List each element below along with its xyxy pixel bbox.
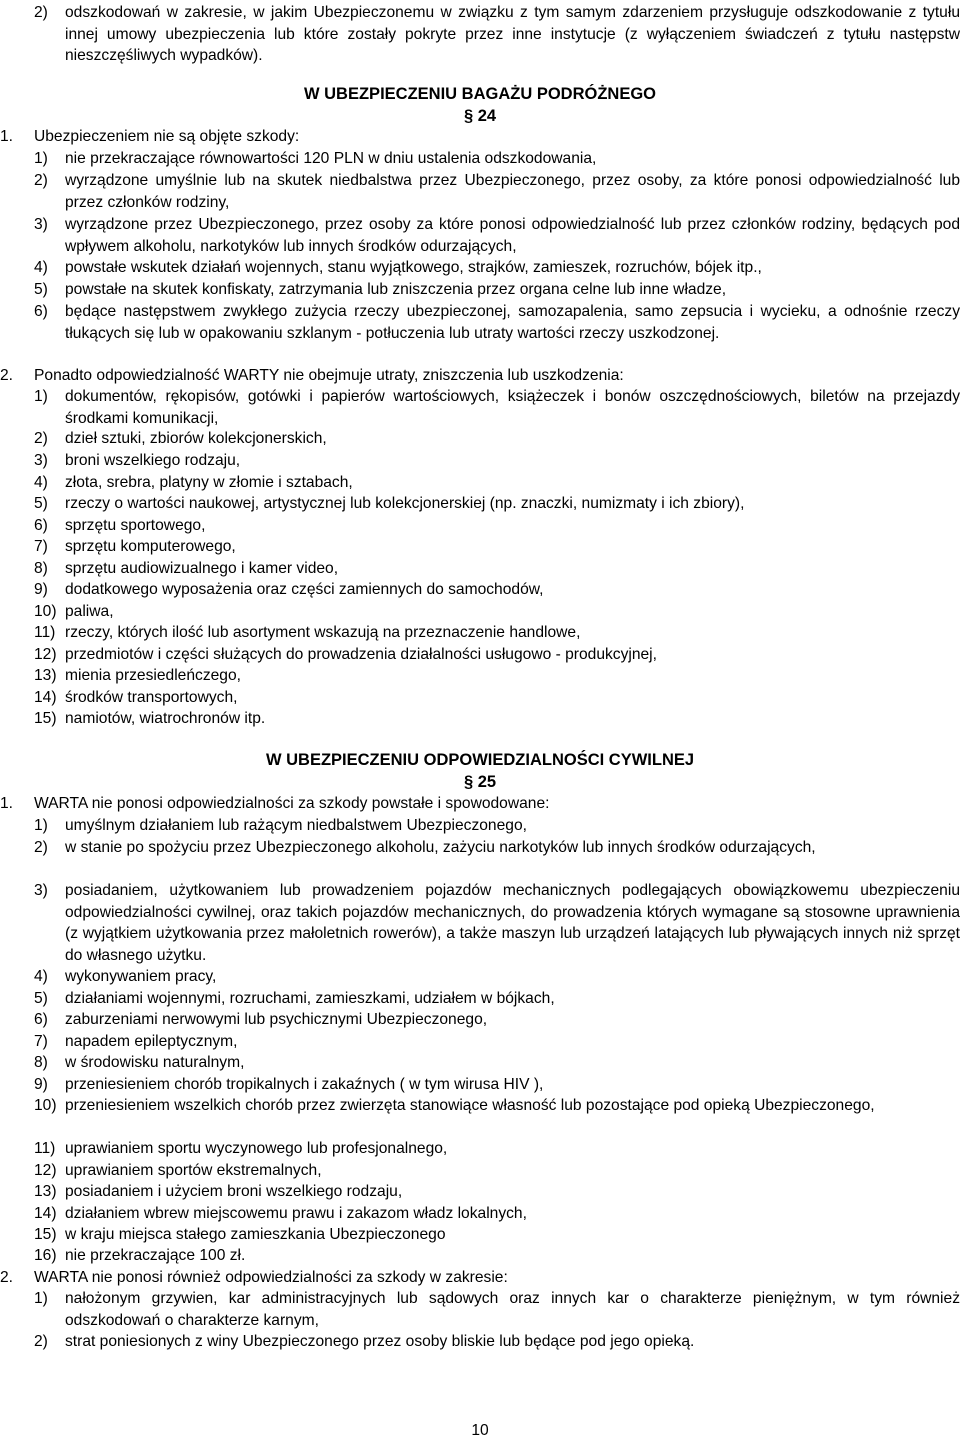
item-text: sprzętu audiowizualnego i kamer video, bbox=[65, 560, 339, 577]
paragraph-index: 1. bbox=[0, 795, 14, 812]
list-item bbox=[34, 386, 960, 429]
numbered-paragraph bbox=[0, 126, 960, 148]
item-number: 8) bbox=[34, 560, 48, 577]
item-number: 4) bbox=[34, 968, 48, 985]
item-number: 1) bbox=[34, 817, 48, 834]
item-number: 1) bbox=[34, 388, 48, 405]
item-number: 16) bbox=[34, 1247, 57, 1264]
list-item bbox=[34, 622, 960, 644]
item-number: 13) bbox=[34, 1183, 57, 1200]
list-item bbox=[34, 1160, 960, 1182]
list-item bbox=[34, 536, 960, 558]
list-item bbox=[34, 472, 960, 494]
paragraph-number: § 24 bbox=[463, 107, 497, 125]
paragraph-intro: WARTA nie ponosi odpowiedzialności za szkody powstałe i spowodowane: bbox=[34, 795, 550, 812]
item-text: powstałe na skutek konfiskaty, zatrzymania lub zniszczenia przez organa celne lub inne władze, bbox=[65, 281, 727, 298]
list-item bbox=[34, 214, 960, 257]
item-text: broni wszelkiego rodzaju, bbox=[65, 452, 241, 469]
item-text: w kraju miejsca stałego zamieszkania Ubezpieczonego bbox=[65, 1226, 446, 1243]
item-text: wykonywaniem pracy, bbox=[65, 968, 217, 985]
item-number: 9) bbox=[34, 581, 48, 598]
item-text: sprzętu komputerowego, bbox=[65, 538, 236, 555]
page-number: 10 bbox=[471, 1422, 489, 1439]
item-number: 3) bbox=[34, 216, 48, 233]
item-text: napadem epileptycznym, bbox=[65, 1033, 238, 1050]
paragraph-intro: WARTA nie ponosi również odpowiedzialności za szkody w zakresie: bbox=[34, 1269, 508, 1286]
list-item bbox=[34, 558, 960, 580]
item-text: będące następstwem zwykłego zużycia rzeczy ubezpieczonej, samozapalenia, samo zepsucia i wycieku, a odnośnie rzeczy tłukących się lub w opakowaniu szklanym - potłuczenia lub utraty wartości rzeczy uszkodzonej. bbox=[65, 303, 960, 342]
paragraph-index: 2. bbox=[0, 1269, 14, 1286]
item-text: strat poniesionych z winy Ubezpieczonego przez osoby bliskie lub będące pod jego opieką. bbox=[65, 1333, 695, 1350]
list-item bbox=[34, 1224, 960, 1246]
item-number: 2) bbox=[34, 172, 48, 189]
item-number: 5) bbox=[34, 990, 48, 1007]
numbered-paragraph bbox=[0, 793, 960, 815]
list-item bbox=[34, 880, 960, 966]
item-text: nałożonym grzywien, kar administracyjnych lub sądowych oraz innych kar o charakterze pieniężnym, w tym również odszkodowań o charakterze karnym, bbox=[65, 1290, 960, 1329]
item-number: 15) bbox=[34, 710, 57, 727]
list-item bbox=[34, 687, 960, 709]
item-number: 4) bbox=[34, 259, 48, 276]
item-number: 1) bbox=[34, 150, 48, 167]
numbered-paragraph bbox=[0, 365, 960, 387]
list-item bbox=[34, 1288, 960, 1331]
item-text: zaburzeniami nerwowymi lub psychicznymi Ubezpieczonego, bbox=[65, 1011, 488, 1028]
item-text: wyrządzone umyślnie lub na skutek niedbalstwa przez Ubezpieczonego, przez osoby, za które ponosi odpowiedzialność lub przez członków rodziny, bbox=[65, 172, 960, 211]
item-text: dodatkowego wyposażenia oraz części zamiennych do samochodów, bbox=[65, 581, 544, 598]
list-item bbox=[34, 493, 960, 515]
item-number: 10) bbox=[34, 1097, 57, 1114]
list-item bbox=[34, 515, 960, 537]
list-item bbox=[34, 815, 960, 837]
list-item bbox=[34, 148, 960, 170]
item-number: 11) bbox=[34, 624, 56, 641]
paragraph-number: § 25 bbox=[463, 773, 497, 791]
item-number: 7) bbox=[34, 538, 48, 555]
list-item bbox=[34, 1009, 960, 1031]
item-number: 2) bbox=[34, 839, 48, 856]
list-item bbox=[34, 1181, 960, 1203]
item-number: 8) bbox=[34, 1054, 48, 1071]
list-item bbox=[34, 966, 960, 988]
item-number: 3) bbox=[34, 452, 48, 469]
item-text: złota, srebra, platyny w złomie i sztabach, bbox=[65, 474, 353, 491]
item-text: posiadaniem i użyciem broni wszelkiego rodzaju, bbox=[65, 1183, 403, 1200]
list-item bbox=[34, 2, 960, 67]
list-item bbox=[34, 450, 960, 472]
list-item bbox=[34, 1331, 960, 1353]
section-heading: W UBEZPIECZENIU ODPOWIEDZIALNOŚCI CYWILNEJ bbox=[265, 751, 695, 769]
item-text: działaniem wbrew miejscowemu prawu i zakazom władz lokalnych, bbox=[65, 1205, 527, 1222]
item-text: dzieł sztuki, zbiorów kolekcjonerskich, bbox=[65, 430, 327, 447]
item-text: uprawianiem sportu wyczynowego lub profesjonalnego, bbox=[65, 1140, 448, 1157]
paragraph-intro: Ubezpieczeniem nie są objęte szkody: bbox=[34, 128, 300, 145]
item-text: przedmiotów i części służących do prowadzenia działalności usługowo - produkcyjnej, bbox=[65, 646, 657, 663]
item-number: 3) bbox=[34, 882, 48, 899]
item-number: 11) bbox=[34, 1140, 56, 1157]
item-text: rzeczy, których ilość lub asortyment wskazują na przeznaczenie handlowe, bbox=[65, 624, 581, 641]
item-number: 12) bbox=[34, 1162, 57, 1179]
item-number: 2) bbox=[34, 1333, 48, 1350]
list-item bbox=[34, 665, 960, 687]
list-item bbox=[34, 257, 960, 279]
list-item bbox=[34, 579, 960, 601]
section-heading: W UBEZPIECZENIU BAGAŻU PODRÓŻNEGO bbox=[303, 85, 656, 103]
item-number: 6) bbox=[34, 303, 48, 320]
list-item bbox=[34, 279, 960, 301]
item-number: 2) bbox=[34, 430, 48, 447]
item-text: odszkodowań w zakresie, w jakim Ubezpieczonemu w związku z tym samym zdarzeniem przysługuje odszkodowanie z tytułu innej umowy ubezpieczenia lub które zostały pokryte przez inne instytucje (z wyłączeniem świadczeń z tytułu następstw nieszczęśliwych wypadków). bbox=[65, 4, 960, 65]
paragraph-intro: Ponadto odpowiedzialność WARTY nie obejmuje utraty, zniszczenia lub uszkodzenia: bbox=[34, 367, 624, 384]
list-item bbox=[34, 988, 960, 1010]
item-number: 6) bbox=[34, 1011, 48, 1028]
item-text: przeniesieniem chorób tropikalnych i zakaźnych ( w tym wirusa HIV ), bbox=[65, 1076, 544, 1093]
item-number: 12) bbox=[34, 646, 57, 663]
list-item bbox=[34, 301, 960, 344]
item-number: 14) bbox=[34, 1205, 57, 1222]
item-text: umyślnym działaniem lub rażącym niedbalstwem Ubezpieczonego, bbox=[65, 817, 527, 834]
item-text: mienia przesiedleńczego, bbox=[65, 667, 241, 684]
item-text: przeniesieniem wszelkich chorób przez zwierzęta stanowiące własność lub pozostające pod opieką Ubezpieczonego, bbox=[65, 1097, 875, 1114]
numbered-paragraph bbox=[0, 1267, 960, 1289]
item-text: dokumentów, rękopisów, gotówki i papierów wartościowych, książeczek i bonów oszczędnościowych, biletów na przejazdy środkami komunikacji, bbox=[65, 388, 960, 427]
item-text: powstałe wskutek działań wojennych, stanu wyjątkowego, strajków, zamieszek, rozruchów, bójek itp., bbox=[65, 259, 762, 276]
list-item bbox=[34, 644, 960, 666]
item-number: 13) bbox=[34, 667, 57, 684]
list-item bbox=[34, 601, 960, 623]
item-text: namiotów, wiatrochronów itp. bbox=[65, 710, 266, 727]
item-text: rzeczy o wartości naukowej, artystycznej lub kolekcjonerskiej (np. znaczki, numizmaty i ich zbiory), bbox=[65, 495, 745, 512]
item-number: 5) bbox=[34, 495, 48, 512]
item-number: 1) bbox=[34, 1290, 48, 1307]
list-item bbox=[34, 1074, 960, 1096]
item-text: nie przekraczające równowartości 120 PLN w dniu ustalenia odszkodowania, bbox=[65, 150, 597, 167]
item-number: 7) bbox=[34, 1033, 48, 1050]
list-item bbox=[34, 708, 960, 730]
list-item bbox=[34, 837, 960, 859]
list-item bbox=[34, 170, 960, 213]
item-text: w środowisku naturalnym, bbox=[65, 1054, 245, 1071]
list-item bbox=[34, 428, 960, 450]
item-text: wyrządzone przez Ubezpieczonego, przez osoby za które ponosi odpowiedzialność lub przez członków rodziny, będących pod wpływem alkoholu, narkotyków lub innych środków odurzających, bbox=[65, 216, 960, 255]
item-number: 9) bbox=[34, 1076, 48, 1093]
item-text: posiadaniem, użytkowaniem lub prowadzeniem pojazdów mechanicznych podlegających obowiązkowemu ubezpieczeniu odpowiedzialności cywilnej, oraz takich pojazdów mechanicznych, do prowadzenia których wymagane są stosowne uprawnienia (z wyjątkiem użytkowania przez małoletnich rowerów), a także maszyn lub urządzeń latających lub pływających innych niż sprzęt do własnego użytku. bbox=[65, 882, 960, 964]
list-item bbox=[34, 1031, 960, 1053]
item-text: środków transportowych, bbox=[65, 689, 238, 706]
item-text: działaniami wojennymi, rozruchami, zamieszkami, udziałem w bójkach, bbox=[65, 990, 555, 1007]
item-text: w stanie po spożyciu przez Ubezpieczonego alkoholu, zażyciu narkotyków lub innych środków odurzających, bbox=[65, 839, 816, 856]
item-text: nie przekraczające 100 zł. bbox=[65, 1247, 246, 1264]
item-number: 2) bbox=[34, 4, 48, 21]
paragraph-index: 1. bbox=[0, 128, 14, 145]
item-text: sprzętu sportowego, bbox=[65, 517, 206, 534]
list-item bbox=[34, 1245, 960, 1267]
item-number: 4) bbox=[34, 474, 48, 491]
item-number: 6) bbox=[34, 517, 48, 534]
list-item bbox=[34, 1095, 960, 1117]
item-text: uprawianiem sportów ekstremalnych, bbox=[65, 1162, 322, 1179]
list-item bbox=[34, 1203, 960, 1225]
item-number: 14) bbox=[34, 689, 57, 706]
item-number: 10) bbox=[34, 603, 57, 620]
item-number: 15) bbox=[34, 1226, 57, 1243]
list-item bbox=[34, 1052, 960, 1074]
item-text: paliwa, bbox=[65, 603, 114, 620]
paragraph-index: 2. bbox=[0, 367, 14, 384]
item-number: 5) bbox=[34, 281, 48, 298]
list-item bbox=[34, 1138, 960, 1160]
